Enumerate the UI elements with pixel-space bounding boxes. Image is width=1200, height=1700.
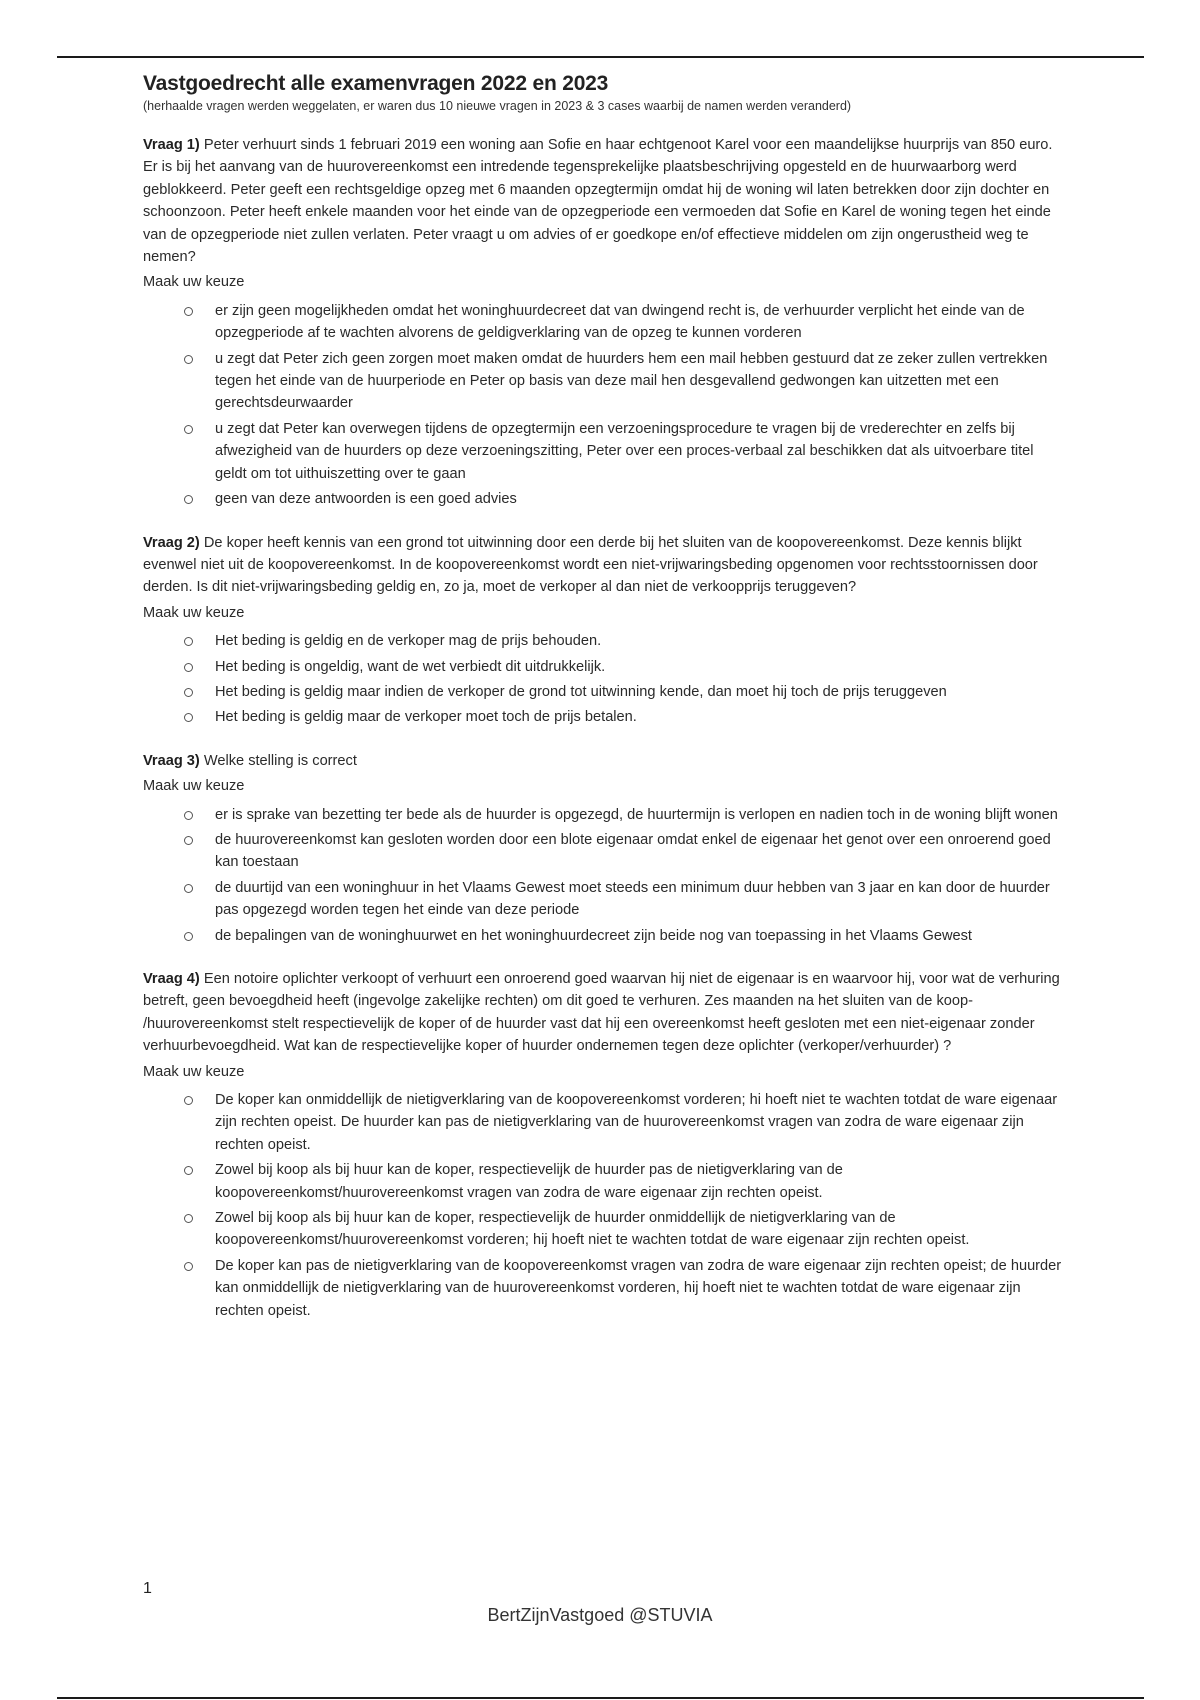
question-label: Vraag 2) [143, 534, 200, 551]
option-list [143, 804, 1063, 947]
option-item[interactable] [143, 804, 1063, 826]
option-list [143, 1089, 1063, 1322]
option-text: Zowel bij koop als bij huur kan de koper, respectievelijk de huurder pas de nietigverklaring van de koopovereenkomst/huurovereenkomst vragen van zodra de ware eigenaar zijn rechten opeist. [215, 1162, 843, 1201]
choose-label: Maak uw keuze [143, 274, 245, 291]
option-text: Het beding is geldig maar indien de verkoper de grond tot uitwinning kende, dan moet hij toch de prijs teruggeven [215, 683, 947, 700]
question-body: Een notoire oplichter verkoopt of verhuurt een onroerend goed waarvan hij niet de eigenaar is en waarvoor hij, voor wat de verhuring betreft, geen bevoegdheid heeft (ingevolge zakelijke rechten) om dit goed te verhuren. Zes maanden na het sluiten van de koop- /huurovereenkomst stelt respectievelijk de koper of de huurder vast dat hij een overeenkomst heeft gesloten met een niet-eigenaar zonder verhuurbevoegdheid. Wat kan de respectievelijke koper of huurder ondernemen tegen deze oplichter (verkoper/verhuurder) ? [143, 971, 1060, 1055]
document-title: Vastgoedrecht alle examenvragen 2022 en 2023 [143, 72, 609, 95]
question-text [143, 134, 1063, 268]
radio-circle-icon[interactable] [184, 637, 193, 646]
option-text: De koper kan onmiddellijk de nietigverklaring van de koopovereenkomst vorderen; hi hoeft niet te wachten totdat de ware eigenaar zijn rechten opeist. De huurder kan pas de nietigverklaring van de huurovereenkomst vragen van zodra de ware eigenaar zijn rechten opeist. [215, 1092, 1058, 1153]
question-text [143, 968, 1063, 1058]
document-subtitle: (herhaalde vragen werden weggelaten, er waren dus 10 nieuwe vragen in 2023 & 3 cases waarbij de namen werden veranderd) [143, 99, 852, 113]
radio-circle-icon[interactable] [184, 1096, 193, 1105]
radio-circle-icon[interactable] [184, 495, 193, 504]
option-text: Het beding is ongeldig, want de wet verbiedt dit uitdrukkelijk. [215, 658, 606, 675]
option-item[interactable] [143, 348, 1063, 415]
option-item[interactable] [143, 925, 1063, 947]
page-number: 1 [143, 1580, 152, 1597]
option-item[interactable] [143, 829, 1063, 874]
question-4 [143, 968, 1063, 1322]
option-item[interactable] [143, 488, 1063, 510]
option-list [143, 630, 1063, 729]
option-text: De koper kan pas de nietigverklaring van de koopovereenkomst vragen van zodra de ware eigenaar zijn rechten opeist; de huurder kan onmiddellijk de nietigverklaring van de huurovereenkomst vorderen, hij hoeft niet te wachten totdat de ware eigenaar zijn rechten opeist. [215, 1257, 1062, 1319]
radio-circle-icon[interactable] [184, 836, 193, 845]
option-text: Het beding is geldig en de verkoper mag de prijs behouden. [215, 633, 602, 650]
radio-circle-icon[interactable] [184, 932, 193, 941]
question-2 [143, 532, 1063, 729]
bottom-rule [57, 1697, 1144, 1699]
option-item[interactable] [143, 656, 1063, 678]
radio-circle-icon[interactable] [184, 1262, 193, 1271]
option-item[interactable] [143, 1255, 1063, 1322]
option-text: er is sprake van bezetting ter bede als de huurder is opgezegd, de huurtermijn is verlopen en nadien toch in de woning blijft wonen [215, 806, 1058, 823]
radio-circle-icon[interactable] [184, 713, 193, 722]
radio-circle-icon[interactable] [184, 884, 193, 893]
radio-circle-icon[interactable] [184, 355, 193, 364]
radio-circle-icon[interactable] [184, 688, 193, 697]
question-label: Vraag 4) [143, 971, 200, 987]
option-item[interactable] [143, 1159, 1063, 1204]
question-3 [143, 750, 1063, 947]
question-1 [143, 134, 1063, 511]
radio-circle-icon[interactable] [184, 425, 193, 434]
question-label: Vraag 1) [143, 137, 200, 153]
option-item[interactable] [143, 1207, 1063, 1252]
choose-label: Maak uw keuze [143, 1063, 245, 1080]
option-item[interactable] [143, 706, 1063, 728]
option-text: de duurtijd van een woninghuur in het Vlaams Gewest moet steeds een minimum duur hebben van 3 jaar en kan door de huurder pas opgezegd worden tegen het einde van deze periode [215, 879, 1050, 919]
option-list [143, 300, 1063, 511]
option-text: geen van deze antwoorden is een goed advies [215, 491, 517, 508]
top-rule [57, 56, 1144, 58]
option-text: Het beding is geldig maar de verkoper moet toch de prijs betalen. [215, 709, 637, 726]
question-body: Peter verhuurt sinds 1 februari 2019 een woning aan Sofie en haar echtgenoot Karel voor een maandelijkse huurprijs van 850 euro. Er is bij het aanvang van de huurovereenkomst een intredende tegensprekelijke plaatsbeschrijving opgesteld en de huurwaarborg werd geblokkeerd. Peter geeft een rechtsgeldige opzeg met 6 maanden opzegtermijn omdat hij de woning wil laten betrekken door zijn dochter en schoonzoon. Peter heeft enkele maanden voor het einde van de opzegperiode een vermoeden dat Sofie en Karel de woning tegen het einde van de opzegperiode niet zullen verlaten. Peter vraagt u om advies of er goedkope en/of effectieve middelen om zijn ongerustheid weg te nemen? [143, 137, 1053, 266]
option-text: Zowel bij koop als bij huur kan de koper, respectievelijk de huurder onmiddellijk de nietigverklaring van de koopovereenkomst/huurovereenkomst vorderen; hij hoeft niet te wachten totdat de ware eigenaar zijn rechten opeist. [215, 1210, 970, 1249]
footer-watermark: BertZijnVastgoed @STUVIA [487, 1605, 713, 1625]
option-item[interactable] [143, 681, 1063, 703]
option-item[interactable] [143, 630, 1063, 652]
option-text: er zijn geen mogelijkheden omdat het woninghuurdecreet dat van dwingend recht is, de verhuurder verplicht het einde van de opzegperiode af te wachten alvorens de geldigverklaring van de opzeg te kunnen vorderen [215, 302, 1025, 342]
document-body [143, 72, 1063, 1325]
option-item[interactable] [143, 877, 1063, 922]
radio-circle-icon[interactable] [184, 307, 193, 316]
option-text: u zegt dat Peter kan overwegen tijdens de opzegtermijn een verzoeningsprocedure te vragen bij de vrederechter en zelfs bij afwezigheid van de huurders op deze verzoeningszitting, Peter over een proces-verbaal zal beschikken dat als uitvoerbare titel geldt om tot uithuiszetting over te gaan [215, 420, 1034, 482]
option-text: de bepalingen van de woninghuurwet en het woninghuurdecreet zijn beide nog van toepassing in het Vlaams Gewest [215, 927, 972, 944]
radio-circle-icon[interactable] [184, 663, 193, 672]
radio-circle-icon[interactable] [184, 811, 193, 820]
option-text: de huurovereenkomst kan gesloten worden door een blote eigenaar omdat enkel de eigenaar het genot over een onroerend goed kan toestaan [215, 831, 1051, 871]
question-text [143, 532, 1063, 599]
radio-circle-icon[interactable] [184, 1214, 193, 1223]
option-item[interactable] [143, 300, 1063, 345]
question-label: Vraag 3) [143, 752, 200, 769]
option-item[interactable] [143, 418, 1063, 485]
question-body: Welke stelling is correct [203, 752, 357, 769]
choose-label: Maak uw keuze [143, 604, 245, 621]
option-item[interactable] [143, 1089, 1063, 1156]
radio-circle-icon[interactable] [184, 1166, 193, 1175]
option-text: u zegt dat Peter zich geen zorgen moet maken omdat de huurders hem een mail hebben gestuurd dat ze zeker zullen vertrekken tegen het einde van de huurperiode en Peter op basis van deze mail hen desgevallend gedwongen kan uitzetten met een gerechtsdeurwaarder [215, 350, 1048, 412]
question-body: De koper heeft kennis van een grond tot uitwinning door een derde bij het sluiten van de koopovereenkomst. Deze kennis blijkt evenwel niet uit de koopovereenkomst. In de koopovereenkomst wordt een niet-vrijwaringsbeding opgenomen voor rechtsstoornissen door derden. Is dit niet-vrijwaringsbeding geldig en, zo ja, moet de verkoper al dan niet de verkoopprijs teruggeven? [143, 534, 1038, 596]
question-text [143, 750, 1063, 772]
choose-label: Maak uw keuze [143, 778, 245, 795]
